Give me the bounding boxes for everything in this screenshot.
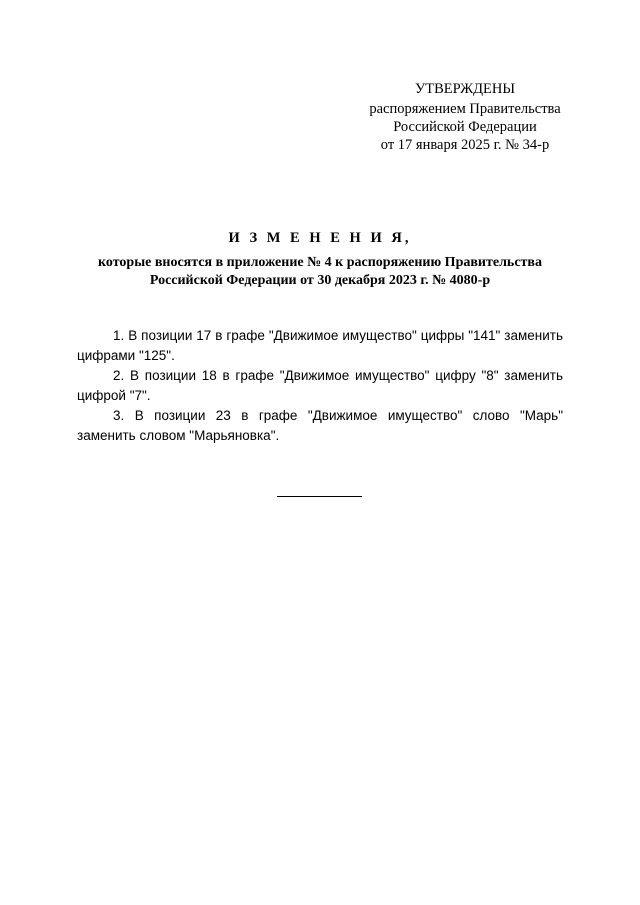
approval-heading: УТВЕРЖДЕНЫ (414, 81, 516, 97)
approval-line-2: Российской Федерации (393, 119, 537, 135)
change-item-3: 3. В позиции 23 в графе "Движимое имущество" слово "Марь" заменить словом "Марьяновка". (77, 408, 563, 443)
approval-block (330, 80, 600, 154)
document-title: И З М Е Н Е Н И Я, (228, 230, 412, 246)
document-subtitle (60, 254, 580, 290)
closing-rule (277, 496, 362, 497)
changes-list (77, 326, 563, 446)
approval-line-3: от 17 января 2025 г. № 34-р (380, 137, 550, 153)
change-item-1: 1. В позиции 17 в графе "Движимое имущество" цифры "141" заменить цифрами "125". (77, 328, 563, 363)
approval-line-1: распоряжением Правительства (369, 101, 561, 117)
subtitle-line-2: Российской Федерации от 30 декабря 2023 г. № 4080-р (149, 273, 491, 288)
subtitle-line-1: которые вносятся в приложение № 4 к распоряжению Правительства (98, 255, 542, 270)
change-item-2: 2. В позиции 18 в графе "Движимое имущество" цифру "8" заменить цифрой "7". (77, 368, 563, 403)
